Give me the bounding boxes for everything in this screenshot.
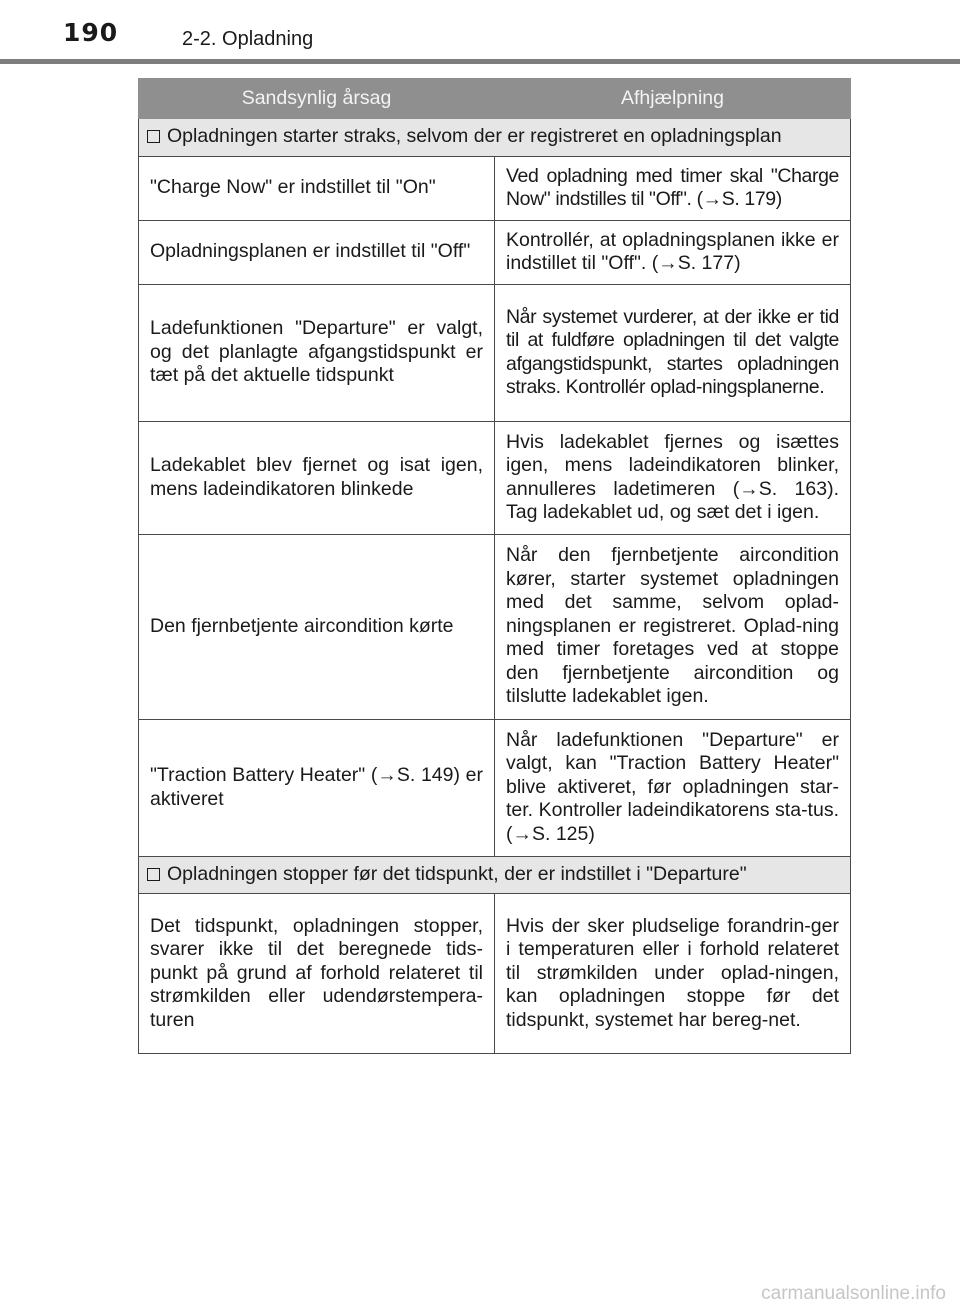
cause-cell: Opladningsplanen er indstillet til "Off" xyxy=(139,220,495,284)
table-row xyxy=(139,220,851,284)
table-row xyxy=(139,719,851,856)
table-row xyxy=(139,156,851,220)
remedy-cell: Hvis ladekablet fjernes og isættes igen, mens ladeindikatoren blinker, annulleres ladetimeren (→S. 163). Tag ladekablet ud, og sæt det i igen. xyxy=(495,421,851,534)
table-row xyxy=(139,894,851,1054)
cause-cell: "Traction Battery Heater" (→S. 149) er aktiveret xyxy=(139,719,495,856)
group-heading-text: Opladningen starter straks, selvom der er registreret en opladningsplan xyxy=(167,125,782,147)
group-heading-row xyxy=(139,856,851,894)
page-number: 190 xyxy=(63,18,119,47)
remedy-cell: Ved opladning med timer skal "Charge Now" indstilles til "Off". (→S. 179) xyxy=(495,156,851,220)
cause-cell: Ladefunktionen "Departure" er valgt, og det planlagte afgangstidspunkt er tæt på det aktuelle tidspunkt xyxy=(139,284,495,421)
cause-cell: "Charge Now" er indstillet til "On" xyxy=(139,156,495,220)
troubleshooting-table xyxy=(138,78,851,1054)
cause-cell: Den fjernbetjente aircondition kørte xyxy=(139,534,495,719)
group-heading-text: Opladningen stopper før det tidspunkt, der er indstillet i "Departure" xyxy=(167,862,747,885)
remedy-cell: Kontrollér, at opladningsplanen ikke er indstillet til "Off". (→S. 177) xyxy=(495,220,851,284)
remedy-cell: Når den fjernbetjente aircondition kører, starter systemet opladningen med det samme, selvom oplad-ningsplanen er registreret. Oplad-ning med timer foretages ved at stoppe den fjernbetjente aircondition og tilslutte ladekablet igen. xyxy=(495,534,851,719)
cause-cell: Ladekablet blev fjernet og isat igen, mens ladeindikatoren blinkede xyxy=(139,421,495,534)
watermark: carmanualsonline.info xyxy=(761,1283,946,1304)
header-rule xyxy=(0,59,960,64)
table-header-row xyxy=(139,79,851,119)
remedy-cell: Når systemet vurderer, at der ikke er tid til at fuldføre opladningen til det valgte afgangstidspunkt, startes opladningen straks. Kontrollér oplad-ningsplanerne. xyxy=(495,284,851,421)
table-row xyxy=(139,534,851,719)
group-heading-row xyxy=(139,119,851,157)
cause-cell: Det tidspunkt, opladningen stopper, svarer ikke til det beregnede tids-punkt på grund af forhold relateret til strømkilden eller udendørstempera-turen xyxy=(139,894,495,1054)
checkbox-icon xyxy=(147,868,160,881)
group-heading xyxy=(139,856,851,894)
group-heading xyxy=(139,119,851,157)
column-header-cause: Sandsynlig årsag xyxy=(139,79,495,119)
section-title: 2-2. Opladning xyxy=(182,28,314,50)
table-row xyxy=(139,421,851,534)
column-header-remedy: Afhjælpning xyxy=(495,79,851,119)
remedy-cell: Hvis der sker pludselige forandrin-ger i temperaturen eller i forhold relateret til strømkilden under oplad-ningen, kan opladningen stoppe før det tidspunkt, systemet har bereg-net. xyxy=(495,894,851,1054)
table-row xyxy=(139,284,851,421)
remedy-cell: Når ladefunktionen "Departure" er valgt, kan "Traction Battery Heater" blive aktiveret, før opladningen star-ter. Kontroller ladeindikatorens sta-tus. (→S. 125) xyxy=(495,719,851,856)
checkbox-icon xyxy=(147,130,160,143)
